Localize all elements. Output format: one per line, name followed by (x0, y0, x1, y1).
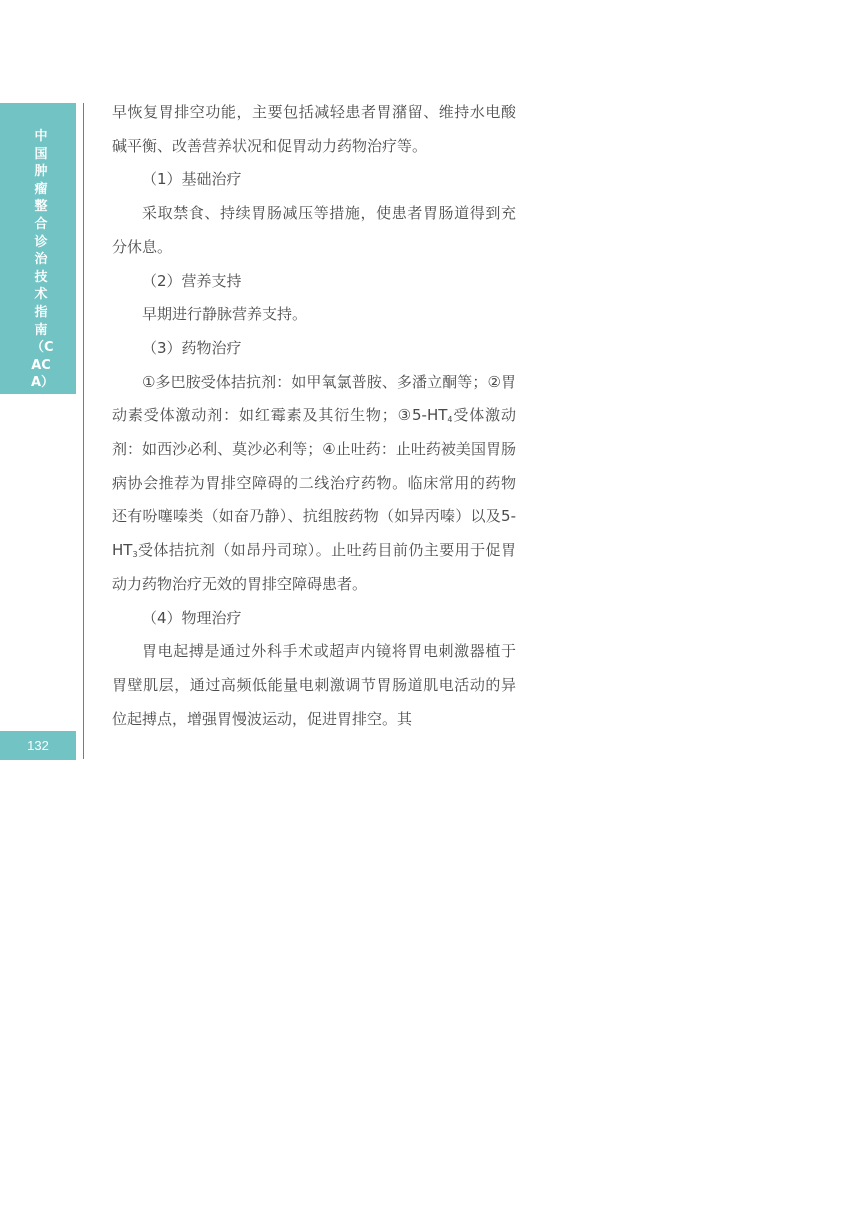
paragraph-nutrition-support: 早期进行静脉营养支持。 (142, 305, 308, 324)
heading-basic-treatment: （1）基础治疗 (142, 170, 242, 189)
vertical-rule (83, 103, 84, 759)
paragraph-basic-treatment: 采取禁食、持续胃肠减压等措施，使患者胃肠道得到充分休息。 (112, 204, 516, 256)
paragraph-drug-therapy (112, 366, 516, 602)
paragraph-physical-therapy: 胃电起搏是通过外科手术或超声内镜将胃电刺激器植于胃壁肌层，通过高频低能量电刺激调节胃肠道肌电活动的异位起搏点，增强胃慢波运动，促进胃排空。其 (112, 642, 516, 728)
heading-nutrition-support: （2）营养支持 (142, 271, 242, 290)
subscript-3: 3 (132, 550, 138, 560)
page-number: 132 (27, 738, 49, 753)
heading-physical-therapy: （4）物理治疗 (142, 608, 242, 627)
paragraph-continued: 早恢复胃排空功能，主要包括减轻患者胃潴留、维持水电酸碱平衡、改善营养状况和促胃动力药物治疗等。 (112, 103, 516, 155)
drug-text-b: 受体激动剂：如西沙必利、莫沙必利等；④止吐药：止吐药被美国胃肠病协会推荐为胃排空障碍的二线治疗药物。临床常用的药物还有吩噻嗪类（如奋乃静）、抗组胺药物（如异丙嗪）以及5-HT (112, 406, 516, 560)
body-text (112, 96, 516, 736)
sidebar-book-title: 中国肿瘤整合诊治技术指南（CACA） (31, 129, 55, 391)
drug-text-c: 受体拮抗剂（如昂丹司琼）。止吐药目前仍主要用于促胃动力药物治疗无效的胃排空障碍患者。 (112, 541, 516, 593)
subscript-4: 4 (447, 415, 453, 425)
heading-drug-therapy: （3）药物治疗 (142, 338, 242, 357)
drug-text-a: ①多巴胺受体拮抗剂：如甲氧氯普胺、多潘立酮等；②胃动素受体激动剂：如红霉素及其衍生物；③5-HT (112, 372, 516, 425)
